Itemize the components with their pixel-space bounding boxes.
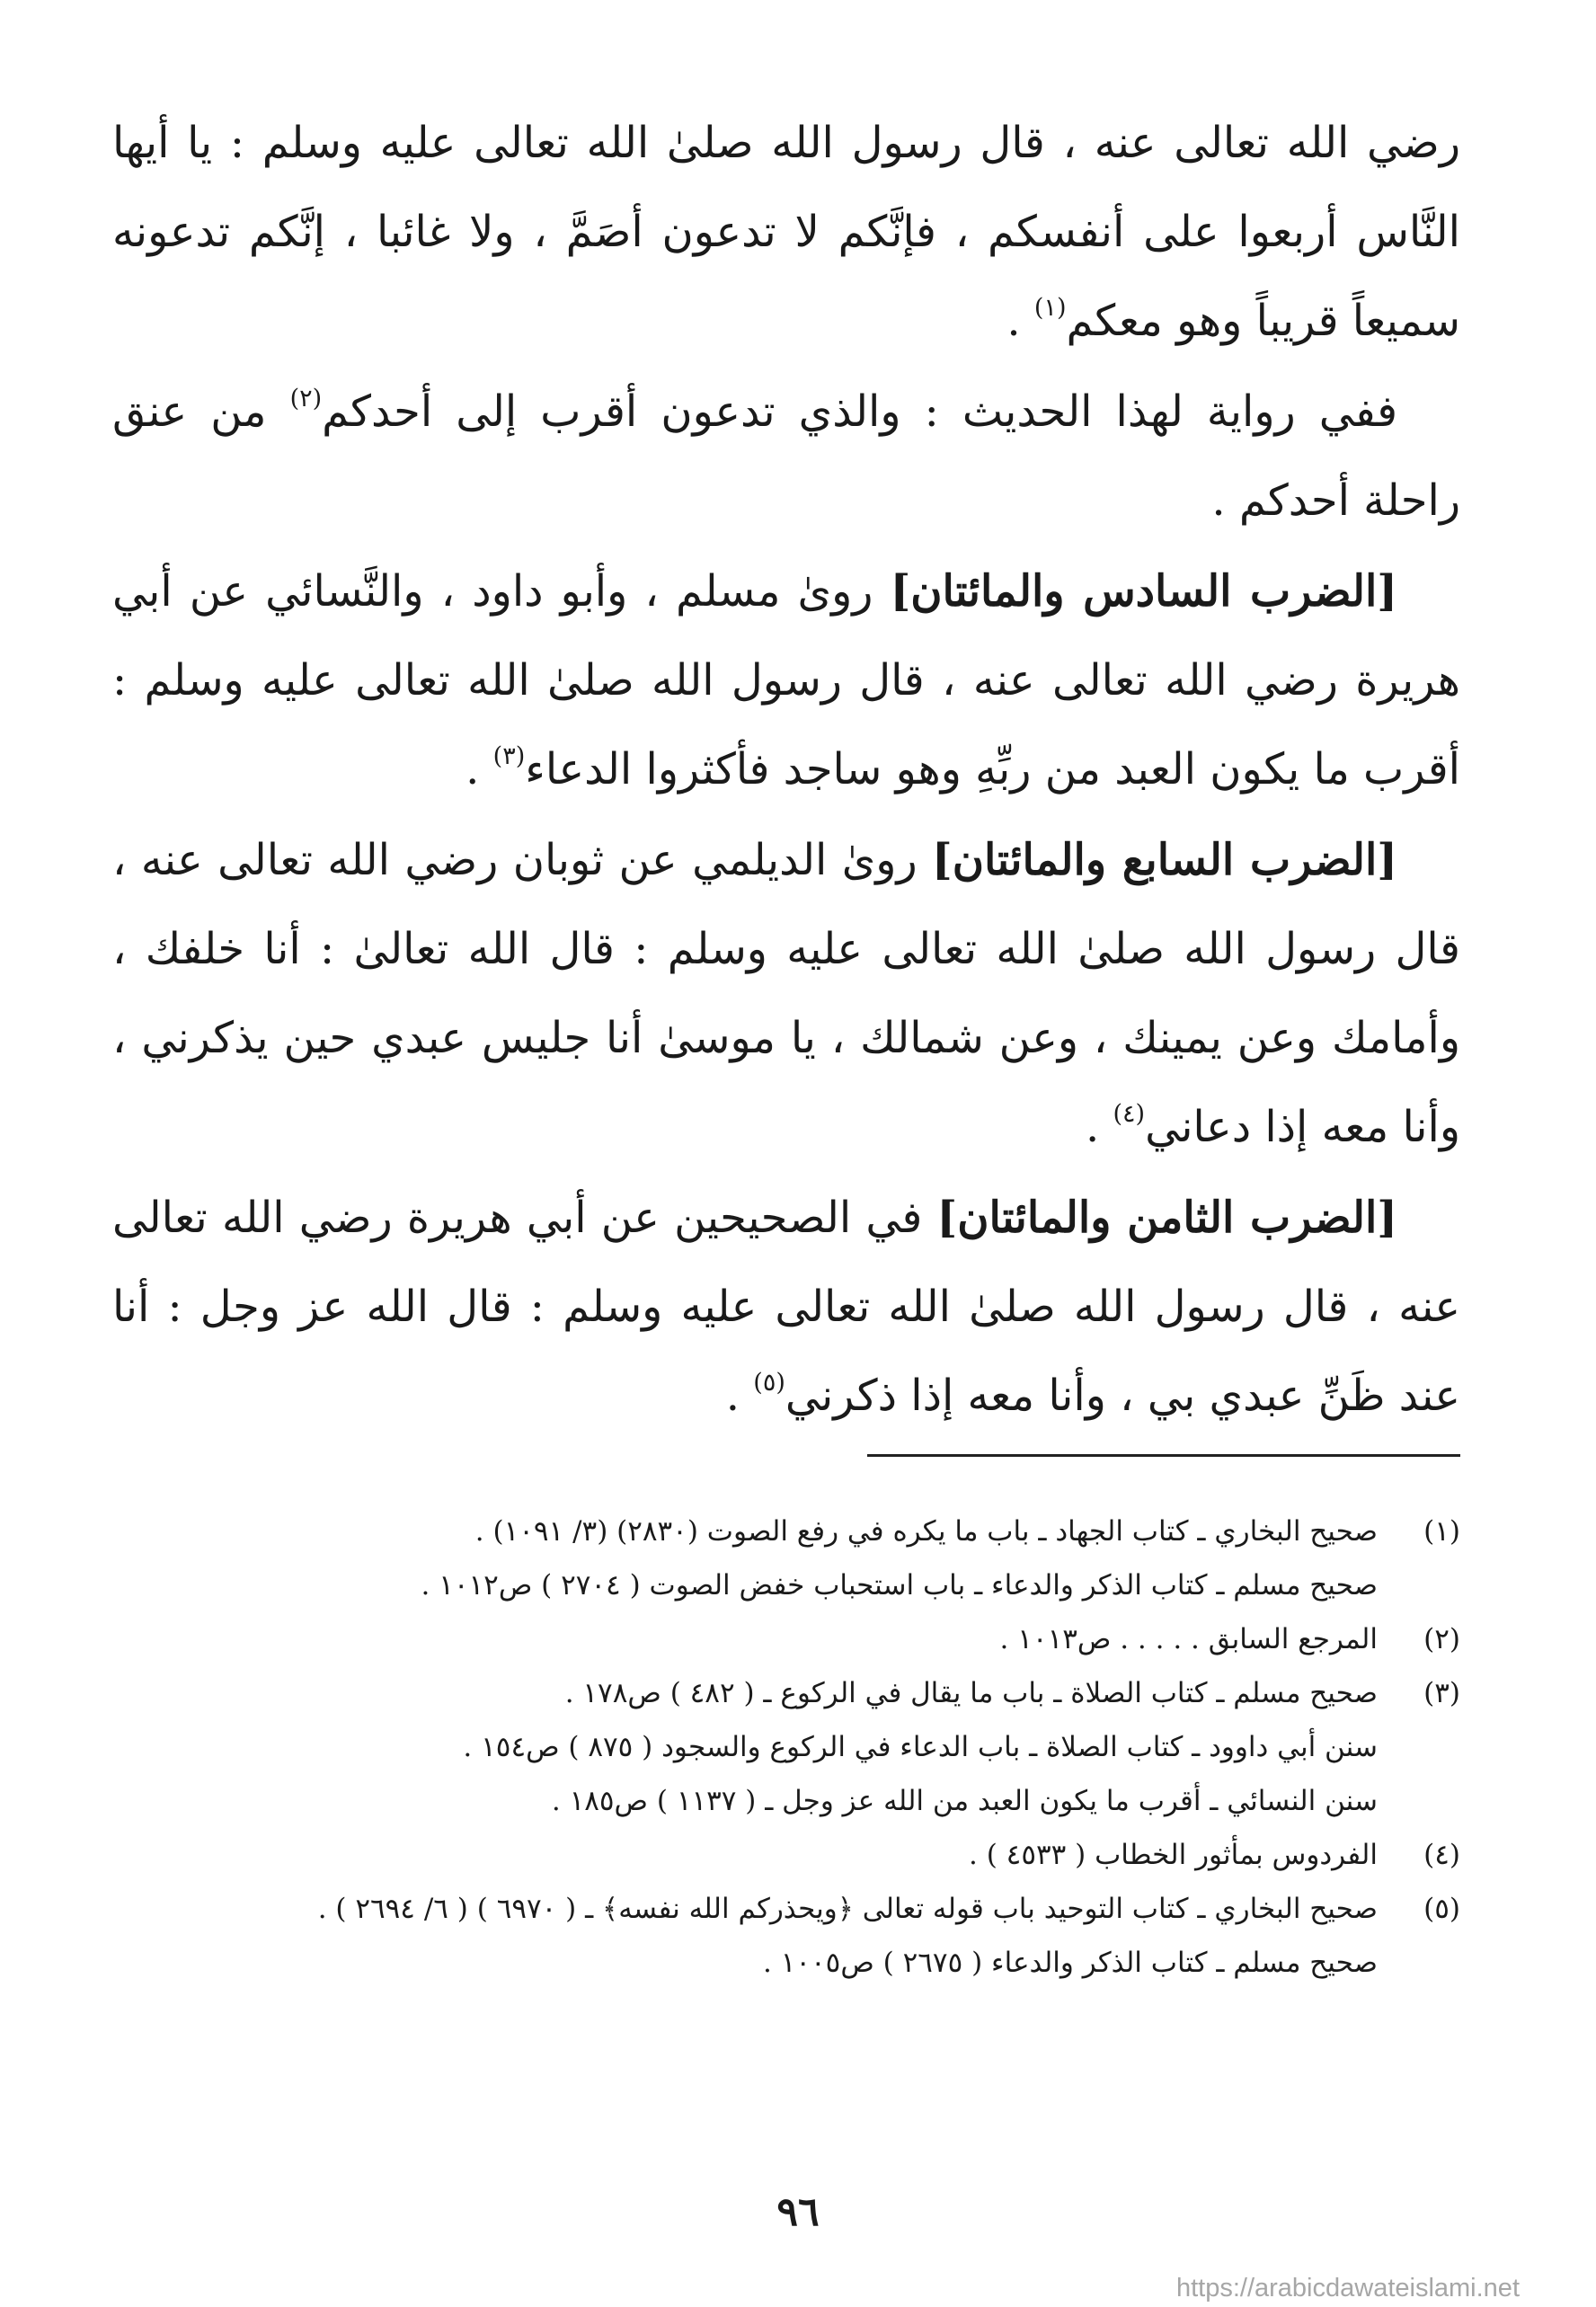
footnote-number: (٥) (1423, 1893, 1460, 1925)
footnote-line: صحيح البخاري ـ كتاب الجهاد ـ باب ما يكره في رفع الصوت (٢٨٣٠) (٣/ ١٠٩١) . (474, 1515, 1378, 1548)
footnotes (112, 1504, 1460, 1990)
footnote-2 (112, 1612, 1460, 1666)
paragraph-text: من عنق راحلة أحدكم . (112, 386, 1460, 526)
footnote-divider (867, 1454, 1460, 1457)
paragraph-2 (112, 368, 1460, 546)
watermark-url: https://arabicdawateislami.net (1175, 2274, 1520, 2303)
footnote-3 (112, 1666, 1460, 1828)
paragraph-end: . (1085, 1102, 1113, 1152)
footnote-line: صحيح مسلم ـ كتاب الذكر والدعاء ( ٢٦٧٥ ) ص١٠٠٥ . (763, 1947, 1378, 1979)
paragraph-4 (112, 816, 1460, 1172)
paragraph-text: رضي الله تعالى عنه ، قال رسول الله صلىٰ الله تعالى عليه وسلم : يا أيها النَّاس أربعوا على أنفسكم ، فإنَّكم لا تدعون أصَمَّ ، ولا غائبا ، إنَّكم تدعونه سميعاً قريباً وهو معكم (112, 118, 1460, 346)
section-heading: [الضرب السابع والمائتان] (932, 835, 1398, 885)
footnote-ref-4[interactable]: (٤) (1113, 1100, 1146, 1128)
paragraph-text: روىٰ الديلمي عن ثوبان رضي الله تعالى عنه ، قال رسول الله صلىٰ الله تعالى عليه وسلم : قال الله تعالىٰ : أنا خلفك ، وأمامك وعن يمينك ، وعن شمالك ، يا موسىٰ أنا جليس عبدي حين يذكرني ، وأنا معه إذا دعاني (112, 835, 1460, 1152)
footnote-line: صحيح البخاري ـ كتاب التوحيد باب قوله تعالى ﴿ويحذركم الله نفسه﴾ ـ ( ٦٩٧٠ ) ( ٦/ ٢٦٩٤ ) . (317, 1893, 1378, 1925)
footnote-ref-1[interactable]: (١) (1033, 294, 1067, 322)
section-heading: [الضرب الثامن والمائتان] (936, 1193, 1397, 1243)
footnote-number: (١) (1423, 1515, 1460, 1548)
footnote-line: صحيح مسلم ـ كتاب الصلاة ـ باب ما يقال في الركوع ـ ( ٤٨٢ ) ص١٧٨ . (564, 1677, 1378, 1709)
paragraph-1 (112, 99, 1460, 366)
footnote-line: الفردوس بمأثور الخطاب ( ٤٥٣٣ ) . (969, 1839, 1378, 1871)
footnote-line: سنن أبي داوود ـ كتاب الصلاة ـ باب الدعاء في الركوع والسجود ( ٨٧٥ ) ص١٥٤ . (463, 1731, 1378, 1763)
footnote-ref-3[interactable]: (٣) (492, 742, 526, 770)
footnote-number: (٤) (1423, 1839, 1460, 1871)
footnote-line: المرجع السابق . . . . . ص١٠١٣ . (999, 1623, 1378, 1655)
footnote-ref-2[interactable]: (٢) (289, 385, 323, 413)
paragraph-text: في الصحيحين عن أبي هريرة رضي الله تعالى عنه ، قال رسول الله صلىٰ الله تعالى عليه وسلم : قال الله عز وجل : أنا عند ظَنِّ عبدي بي ، وأنا معه إذا ذكرني (112, 1193, 1460, 1421)
footnote-1 (112, 1504, 1460, 1612)
paragraph-end: . (725, 1371, 754, 1421)
paragraph-text: ففي رواية لهذا الحديث : والذي تدعون أقرب إلى أحدكم (322, 386, 1398, 437)
footnote-number: (٢) (1423, 1623, 1460, 1655)
paragraph-end: . (1006, 296, 1034, 346)
footnote-5 (112, 1882, 1460, 1990)
section-heading: [الضرب السادس والمائتان] (890, 566, 1398, 617)
footnote-ref-5[interactable]: (٥) (753, 1369, 785, 1397)
paragraph-end: . (466, 744, 493, 794)
main-text (112, 99, 1460, 1442)
footnote-line: سنن النسائي ـ أقرب ما يكون العبد من الله عز وجل ـ ( ١١٣٧ ) ص١٨٥ . (551, 1785, 1378, 1817)
page-number: ٩٦ (776, 2189, 820, 2235)
paragraph-3 (112, 547, 1460, 814)
footnote-4 (112, 1828, 1460, 1882)
paragraph-5 (112, 1174, 1460, 1441)
paragraph-text: روىٰ مسلم ، وأبو داود ، والنَّسائي عن أبي هريرة رضي الله تعالى عنه ، قال رسول الله صلىٰ الله تعالى عليه وسلم : أقرب ما يكون العبد من ربِّهِ وهو ساجد فأكثروا الدعاء (112, 566, 1460, 794)
footnote-line: صحيح مسلم ـ كتاب الذكر والدعاء ـ باب استحباب خفض الصوت ( ٢٧٠٤ ) ص١٠١٢ . (421, 1569, 1378, 1602)
footnote-number: (٣) (1423, 1677, 1460, 1709)
